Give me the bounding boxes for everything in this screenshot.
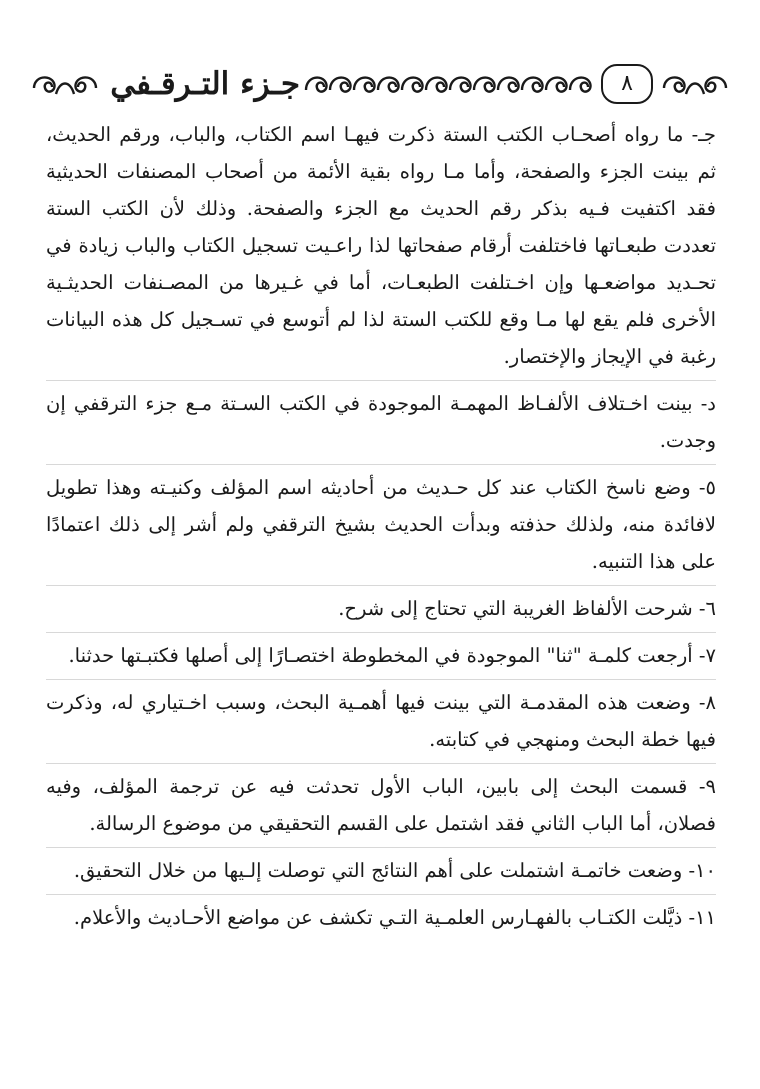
paragraph-9: ٩- قسمت البحث إلى بابين، الباب الأول تحدثت فيه عن ترجمة المؤلف، وفيه فصلان، أما الباب الثاني فقد اشتمل على القسم التحقيقي من موضوع الرسالة. (46, 763, 716, 842)
book-title: جـزء التـرقـفي (110, 66, 300, 102)
ornament-left-icon (30, 68, 100, 102)
paragraph-jim: جـ- ما رواه أصحـاب الكتب الستة ذكرت فيهـا اسم الكتاب، والباب، ورقم الحديث، ثم بينت الجزء والصفحة، وأما مـا رواه بقية الأئمة من أصحاب المصنفات الحديثية فقد اكتفيت فـيه بذكر رقم الحديث مع الجزء والصفحة. وذلك لأن الكتب الستة تعددت طبعـاتها فاختلفت أرقام صفحاتها لذا راعـيت تسجيل الكتاب والباب زيادة في تحـديد مواضعـها وإن اخـتلفت الطبعـات، أما في غـيرها من المصـنفات الحديثـية الأخرى فلم يقع لها مـا وقع للكتب الستة لذا لم أتوسع في تسـجيل كل هذه البيانات رغبة في الإيجاز والإختصار. (46, 123, 716, 368)
ornament-right-icon (660, 68, 730, 102)
ornament-band-icon (304, 68, 594, 102)
paragraph-8: ٨- وضعت هذه المقدمـة التي بينت فيها أهمـية البحث، وسبب اخـتياري له، وذكرت فيها خطة البحث ومنهجي في كتابته. (46, 679, 716, 758)
paragraph-6: ٦- شرحت الألفاظ الغريبة التي تحتاج إلى شرح. (46, 585, 716, 627)
paragraph-10: ١٠- وضعت خاتمـة اشتملت على أهم النتائج التي توصلت إلـيها من خلال التحقيق. (46, 847, 716, 889)
paragraph-11: ١١- ذيَّلت الكتـاب بالفهـارس العلمـية التـي تكشف عن مواضع الأحـاديث والأعلام. (46, 894, 716, 936)
page-body (46, 116, 716, 936)
paragraph-5: ٥- وضع ناسخ الكتاب عند كل حـديث من أحاديثه اسم المؤلف وكنيـته وهذا تطويل لافائدة منه، ولذلك حذفته وبدأت الحديث بشيخ الترقفي ولم أشر إلى ذلك اعتمادًا على هذا التنبيه. (46, 464, 716, 580)
page-number: ٨ (601, 64, 653, 104)
paragraph-dal: د- بينت اخـتلاف الألفـاظ المهمـة الموجودة في الكتب السـتة مـع جزء الترقفي إن وجدت. (46, 380, 716, 459)
paragraph-7: ٧- أرجعت كلمـة "ثنا" الموجودة في المخطوطة اختصـارًا إلى أصلها فكتبـتها حدثنا. (46, 632, 716, 674)
running-header (30, 62, 730, 108)
